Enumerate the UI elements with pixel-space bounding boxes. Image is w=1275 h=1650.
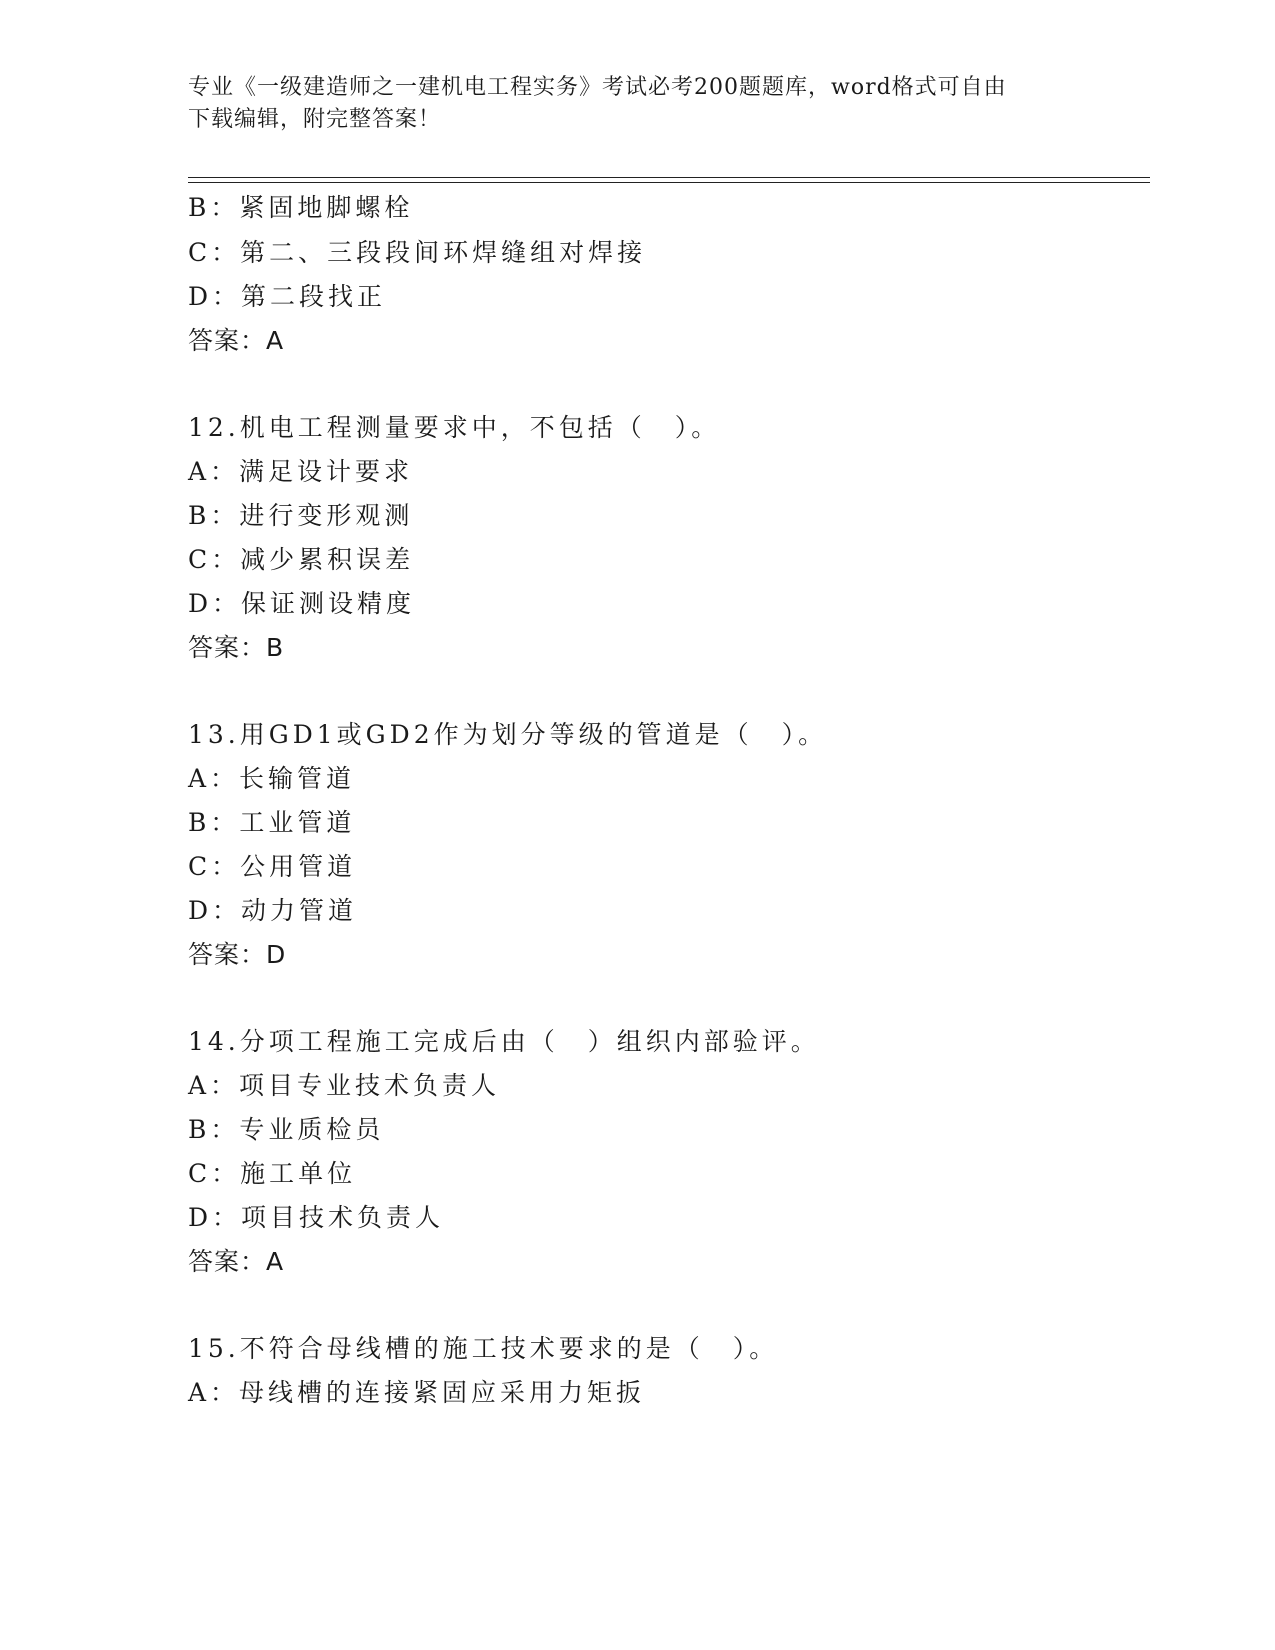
header-divider-top: [188, 177, 1150, 178]
option-line: B：工业管道: [188, 808, 356, 837]
header-divider-bottom: [188, 182, 1150, 183]
option-line: A：长输管道: [188, 764, 356, 793]
answer-line: 答案：A: [188, 1247, 285, 1276]
option-line: B：进行变形观测: [188, 501, 414, 530]
option-line: D：第二段找正: [188, 282, 387, 311]
document-header: [188, 72, 1088, 136]
header-line-2: 下载编辑，附完整答案！: [188, 107, 442, 132]
option-line: A：项目专业技术负责人: [188, 1071, 501, 1100]
answer-line: 答案：D: [188, 940, 287, 969]
option-line: C：公用管道: [188, 852, 357, 881]
option-line: C：施工单位: [188, 1159, 357, 1188]
question-line: 15.不符合母线槽的施工技术要求的是（ ）。: [188, 1334, 779, 1363]
question-line: 14.分项工程施工完成后由（ ）组织内部验评。: [188, 1027, 820, 1056]
answer-line: 答案：A: [188, 326, 285, 355]
option-line: D：项目技术负责人: [188, 1203, 445, 1232]
question-line: 12.机电工程测量要求中，不包括（ ）。: [188, 413, 721, 442]
option-line: C：第二、三段段间环焊缝组对焊接: [188, 238, 647, 267]
option-line: B：专业质检员: [188, 1115, 385, 1144]
answer-line: 答案：B: [188, 633, 285, 662]
option-line: A：母线槽的连接紧固应采用力矩扳: [188, 1378, 646, 1407]
header-line-1: 专业《一级建造师之一建机电工程实务》考试必考200题题库，word格式可自由: [188, 75, 1007, 100]
question-line: 13.用GD1或GD2作为划分等级的管道是（ ）。: [188, 720, 828, 749]
option-line: B：紧固地脚螺栓: [188, 193, 414, 222]
option-line: A：满足设计要求: [188, 457, 414, 486]
option-line: D：动力管道: [188, 896, 358, 925]
option-line: C：减少累积误差: [188, 545, 415, 574]
option-line: D：保证测设精度: [188, 589, 416, 618]
